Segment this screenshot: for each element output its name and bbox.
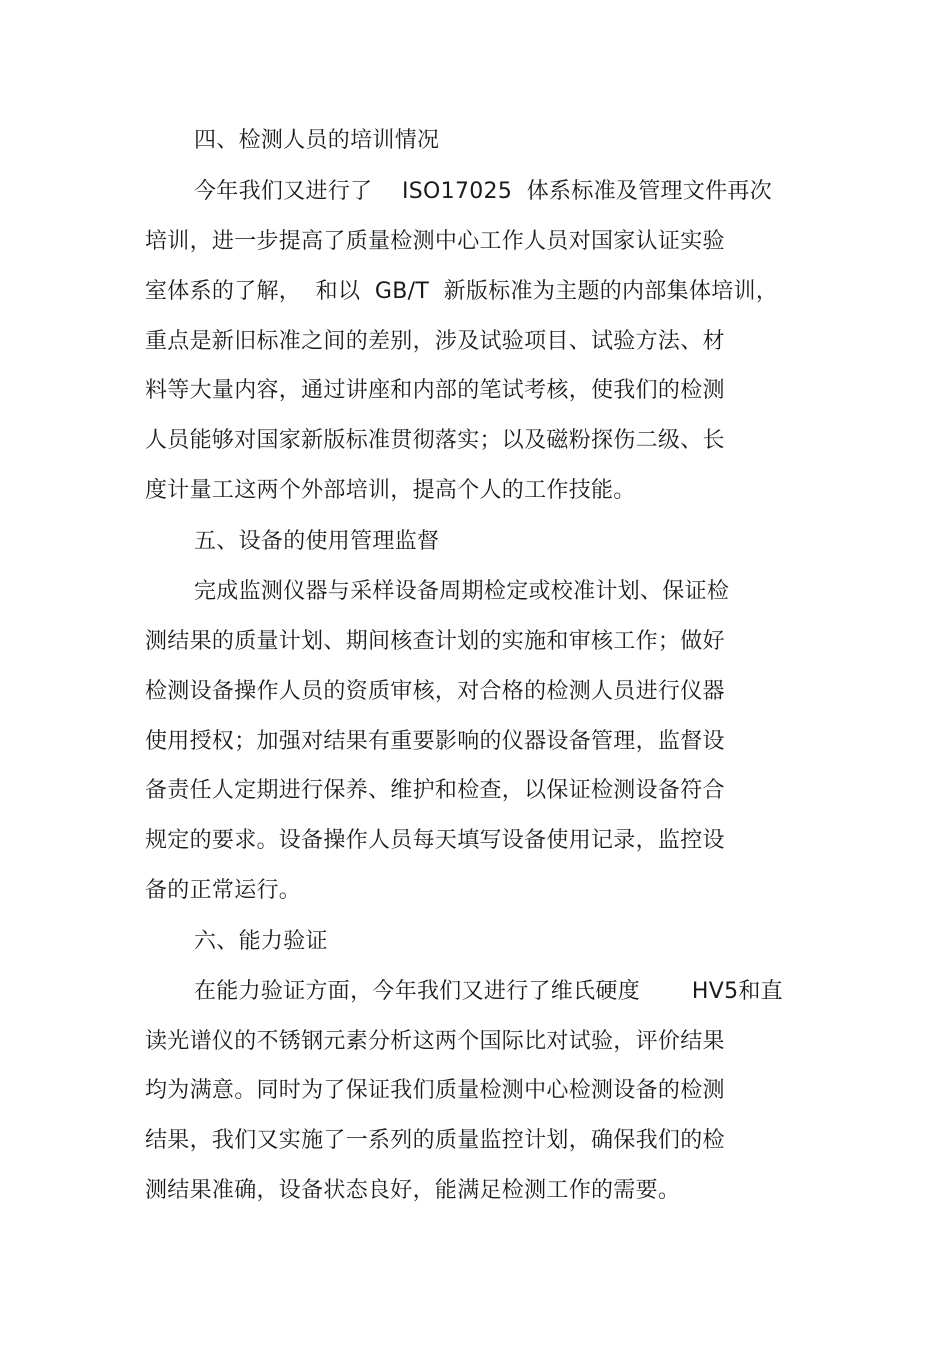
paragraph-line: 今年我们又进行了 ISO17025 体系标准及管理文件再次 bbox=[194, 179, 773, 204]
paragraph-line: 测结果的质量计划、期间核查计划的实施和审核工作；做好 bbox=[145, 629, 725, 654]
paragraph-line: 测结果准确，设备状态良好，能满足检测工作的需要。 bbox=[145, 1178, 681, 1203]
paragraph-line: 完成监测仪器与采样设备周期检定或校准计划、保证检 bbox=[194, 579, 730, 604]
paragraph-line: 人员能够对国家新版标准贯彻落实；以及磁粉探伤二级、长 bbox=[145, 428, 725, 453]
paragraph-line: 读光谱仪的不锈钢元素分析这两个国际比对试验，评价结果 bbox=[145, 1029, 725, 1054]
paragraph-line: 均为满意。同时为了保证我们质量检测中心检测设备的检测 bbox=[145, 1078, 725, 1103]
paragraph-line: 备责任人定期进行保养、维护和检查，以保证检测设备符合 bbox=[145, 778, 725, 803]
paragraph-line: 规定的要求。设备操作人员每天填写设备使用记录，监控设 bbox=[145, 828, 725, 853]
section-heading-proficiency: 六、能力验证 bbox=[194, 929, 328, 954]
paragraph-line: 检测设备操作人员的资质审核，对合格的检测人员进行仪器 bbox=[145, 679, 725, 704]
paragraph-line: 使用授权；加强对结果有重要影响的仪器设备管理，监督设 bbox=[145, 729, 725, 754]
paragraph-line: 料等大量内容，通过讲座和内部的笔试考核，使我们的检测 bbox=[145, 378, 725, 403]
paragraph-line: 结果，我们又实施了一系列的质量监控计划，确保我们的检 bbox=[145, 1128, 725, 1153]
paragraph-line: 室体系的了解， 和以 GB/T 新版标准为主题的内部集体培训， bbox=[145, 279, 779, 304]
section-heading-equipment: 五、设备的使用管理监督 bbox=[194, 529, 440, 554]
paragraph-line: 备的正常运行。 bbox=[145, 878, 302, 903]
paragraph-line: 重点是新旧标准之间的差别，涉及试验项目、试验方法、材 bbox=[145, 329, 725, 354]
paragraph-line: 培训，进一步提高了质量检测中心工作人员对国家认证实验 bbox=[145, 229, 725, 254]
paragraph-line: 在能力验证方面，今年我们又进行了维氏硬度 HV5和直 bbox=[194, 979, 783, 1004]
section-heading-training: 四、检测人员的培训情况 bbox=[194, 128, 440, 153]
paragraph-line: 度计量工这两个外部培训，提高个人的工作技能。 bbox=[145, 478, 636, 503]
